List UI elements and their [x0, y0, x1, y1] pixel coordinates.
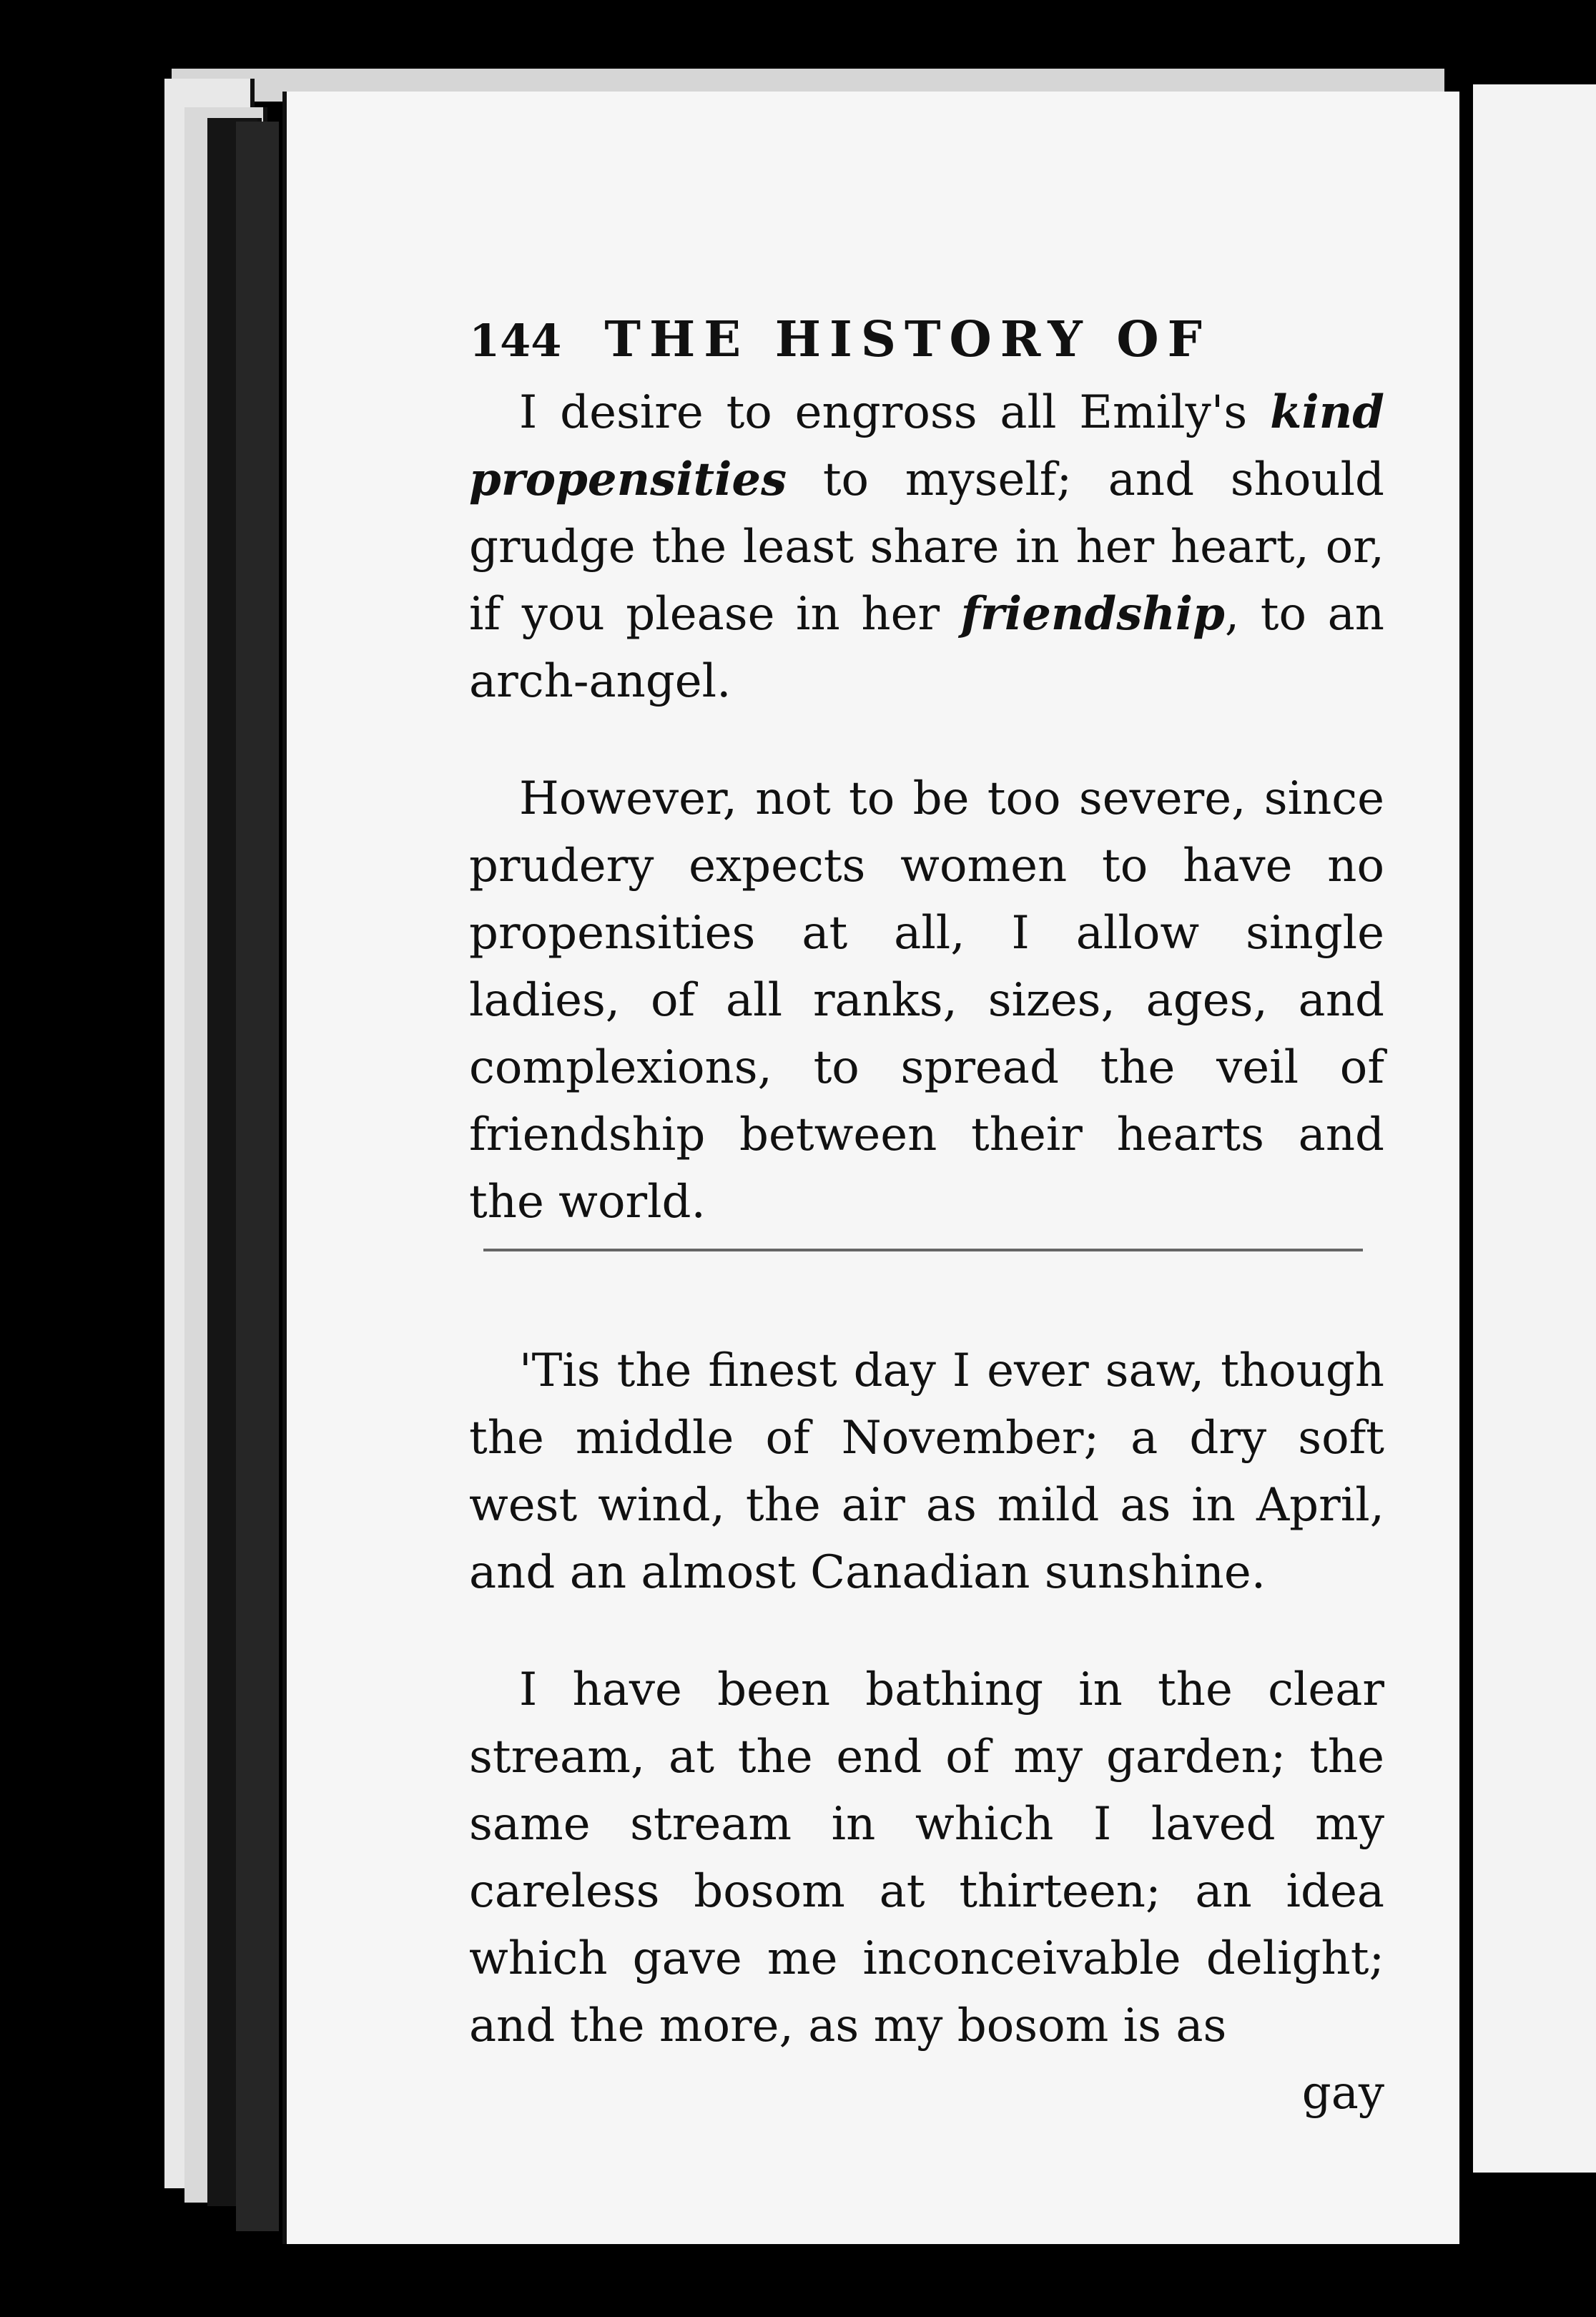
paragraph-1: [469, 379, 1384, 715]
text-run: 'Tis the finest day I ever saw, though the middle of November; a dry soft west wind, the air as mild as in April, and an almost Canadian sunshine.: [469, 1344, 1384, 1599]
section-divider: [483, 1249, 1363, 1251]
running-head-title: THE HISTORY OF: [604, 311, 1211, 368]
page-text-block: [469, 306, 1384, 2127]
text-run: However, not to be too severe, since prudery expects women to have no propensities at all, I allow single ladies, of all ranks, sizes, ages, and complexions, to spread the veil of friendship between their hearts and the world.: [469, 772, 1384, 1229]
text-run: I desire to engross all Emily's: [519, 386, 1271, 439]
italic-run: kind propensities: [469, 385, 1384, 506]
text-run: , to an arch-angel.: [469, 588, 1385, 708]
facing-page-edge: [1473, 84, 1596, 2173]
paragraph-3: [469, 1337, 1384, 1606]
book-page: [282, 92, 1459, 2244]
text-run: I have been bathing in the clear stream, at the end of my garden; the same stream in which I laved my careless bosom at thirteen; an idea which gave me inconceivable delight; and the more, as my bosom is as: [469, 1663, 1384, 2052]
paragraph-4: [469, 1656, 1384, 2060]
page-number: 144: [469, 315, 562, 367]
text-run: to myself; and should grudge the least share in her heart, or, if you please in her: [469, 453, 1384, 641]
italic-run: friendship: [960, 587, 1225, 641]
running-head: [469, 306, 1384, 375]
catchword: gay: [1301, 2067, 1384, 2120]
paragraph-2: [469, 765, 1384, 1236]
page-edge: [236, 122, 279, 2231]
